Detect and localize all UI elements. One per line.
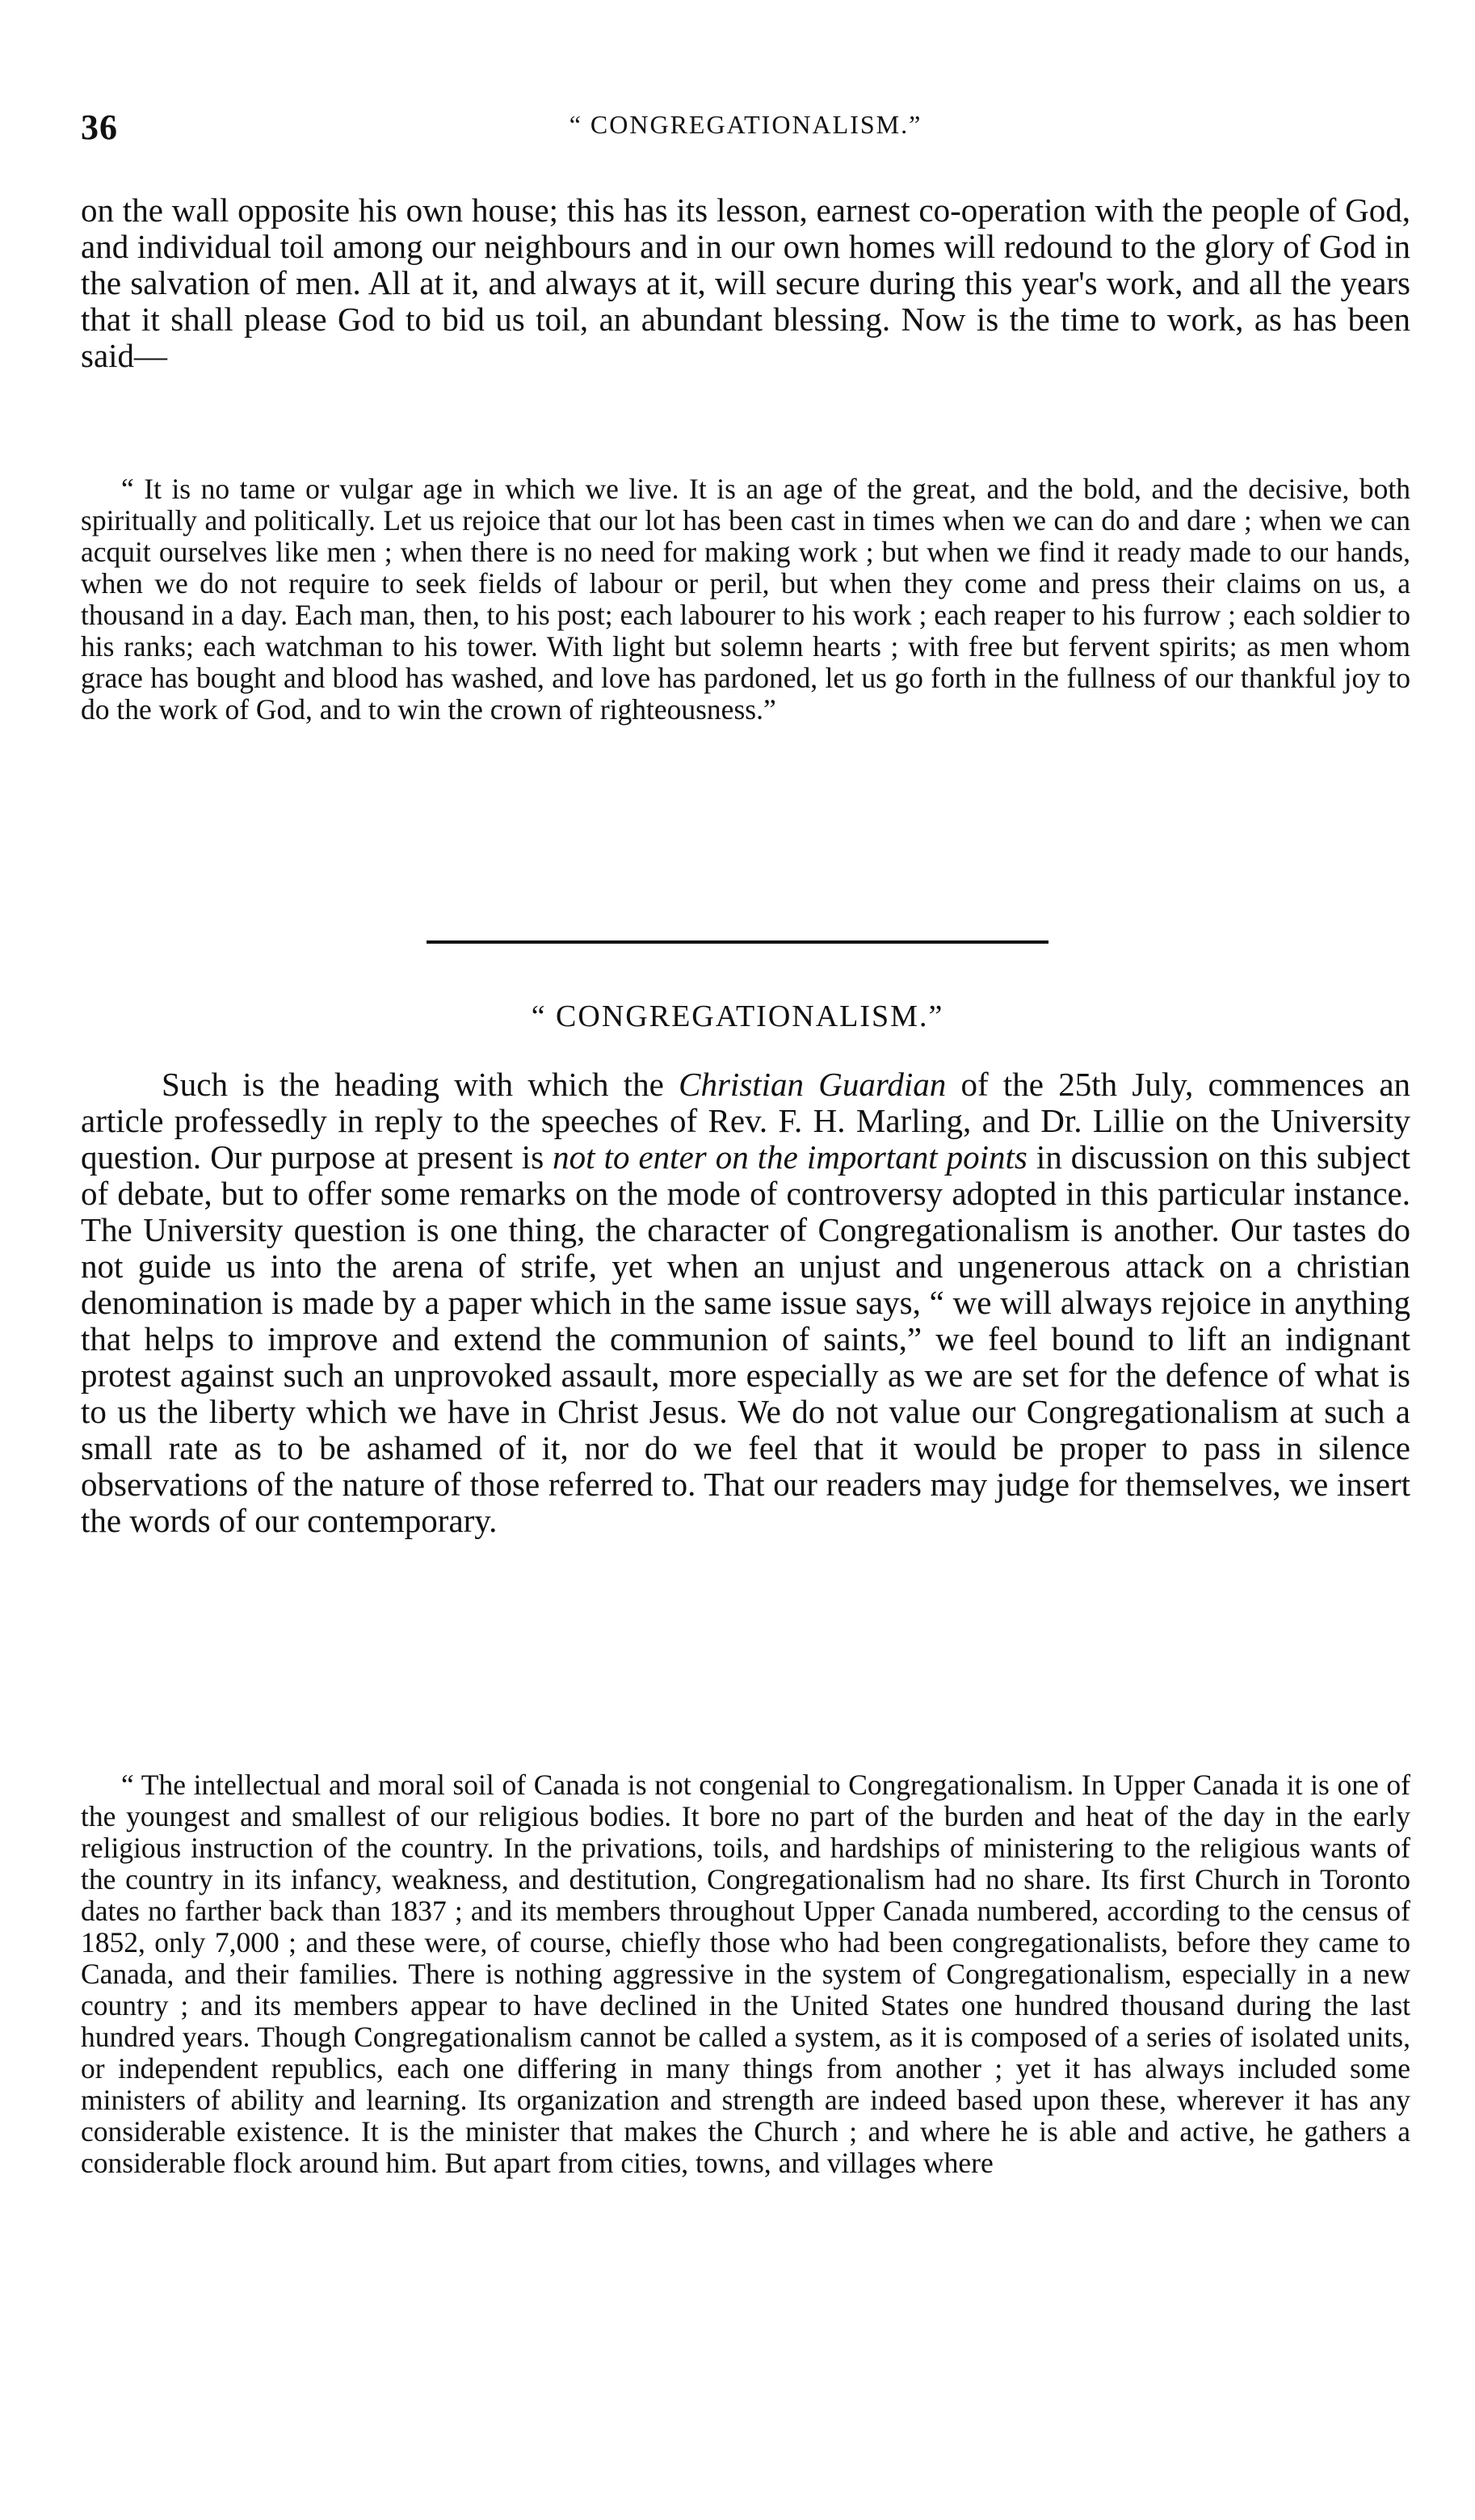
running-title: “ CONGREGATIONALISM.” (569, 110, 922, 139)
block-quote-two: “ The intellectual and moral soil of Canada is not congenial to Congregationalism. In Upper Canada it is one of the youngest and smallest of our religious bodies. It bore no part of the burden and heat of the day in the early religious instruction of the country. In the privations, toils, and hardships of ministering to the religious wants of the country in its infancy, weakness, and destitution, Congregationalism had no share. Its first Church in Toronto dates no farther back than 1837 ; and its members throughout Upper Canada numbered, according to the census of 1852, only 7,000 ; and these were, of course, chiefly those who had been congregationalists, before they came to Canada, and their families. There is nothing aggressive in the system of Congregationalism, especially in a new country ; and its members appear to have declined in the United States one hundred thousand during the last hundred years. Though Congregationalism cannot be called a system, as it is composed of a series of isolated units, or independent republics, each one differing in many things from another ; yet it has always included some ministers of ability and learning. Its organization and strength are indeed based upon these, wherever it has any considerable existence. It is the minister that makes the Church ; and where he is able and active, he gathers a considerable flock around him. But apart from cities, towns, and villages where (81, 1769, 1410, 2179)
section-divider (427, 940, 1048, 944)
intro-paragraph: on the wall opposite his own house; this has its lesson, earnest co-operation with the people of God, and individual toil among our neighbours and in our own homes will redound to the glory of God in the salvation of men. All at it, and always at it, will secure during this year's work, and all the years that it shall please God to bid us toil, an abundant blessing. Now is the time to work, as has been said— (81, 191, 1410, 374)
block-quote-one: “ It is no tame or vulgar age in which we live. It is an age of the great, and the bold, and the decisive, both spiritually and politically. Let us rejoice that our lot has been cast in times when we can do and dare ; when we can acquit ourselves like men ; when there is no need for making work ; but when we find it ready made to our hands, when we do not require to seek fields of labour or peril, but when they come and press their claims on us, a thousand in a day. Each man, then, to his post; each labourer to his work ; each reaper to his furrow ; each soldier to his ranks; each watchman to his tower. With light but solemn hearts ; with free but fervent spirits; as men whom grace has bought and blood has washed, and love has pardoned, let us go forth in the fullness of our thankful joy to do the work of God, and to win the crown of righteousness.” (81, 473, 1410, 726)
page-number: 36 (81, 107, 118, 147)
newspaper-title: Christian Guardian (679, 1066, 947, 1103)
article-text-1: Such is the heading with which the (162, 1066, 679, 1103)
article-text-3: in discussion on this subject of debate, but to offer some remarks on the mode of controversy adopted in this particular instance. The University question is one thing, the character of Congregationalism is another. Our tastes do not guide us into the arena of strife, yet when an unjust and ungenerous attack on a christian denomination is made by a paper which in the same issue says, “ we will always rejoice in anything that helps to improve and extend the communion of saints,” we feel bound to lift an indignant protest against such an unprovoked assault, more especially as we are set for the defence of what is to us the liberty which we have in Christ Jesus. We do not value our Congregationalism at such a small rate as to be ashamed of it, nor do we feel that it would be proper to pass in silence observations of the nature of those referred to. That our readers may judge for themselves, we insert the words of our contemporary. (81, 1138, 1411, 1539)
emphasized-phrase: not to enter on the important points (553, 1138, 1027, 1176)
running-head (81, 107, 1410, 155)
article-paragraph (81, 1066, 1410, 1539)
article-text-2: of the 25th July, commences an article professedly in reply to the speeches of Rev. F. H. Marling, and Dr. Lillie on the University question. Our purpose at present is (81, 1066, 1411, 1176)
section-heading: “ CONGREGATIONALISM.” (531, 999, 944, 1033)
